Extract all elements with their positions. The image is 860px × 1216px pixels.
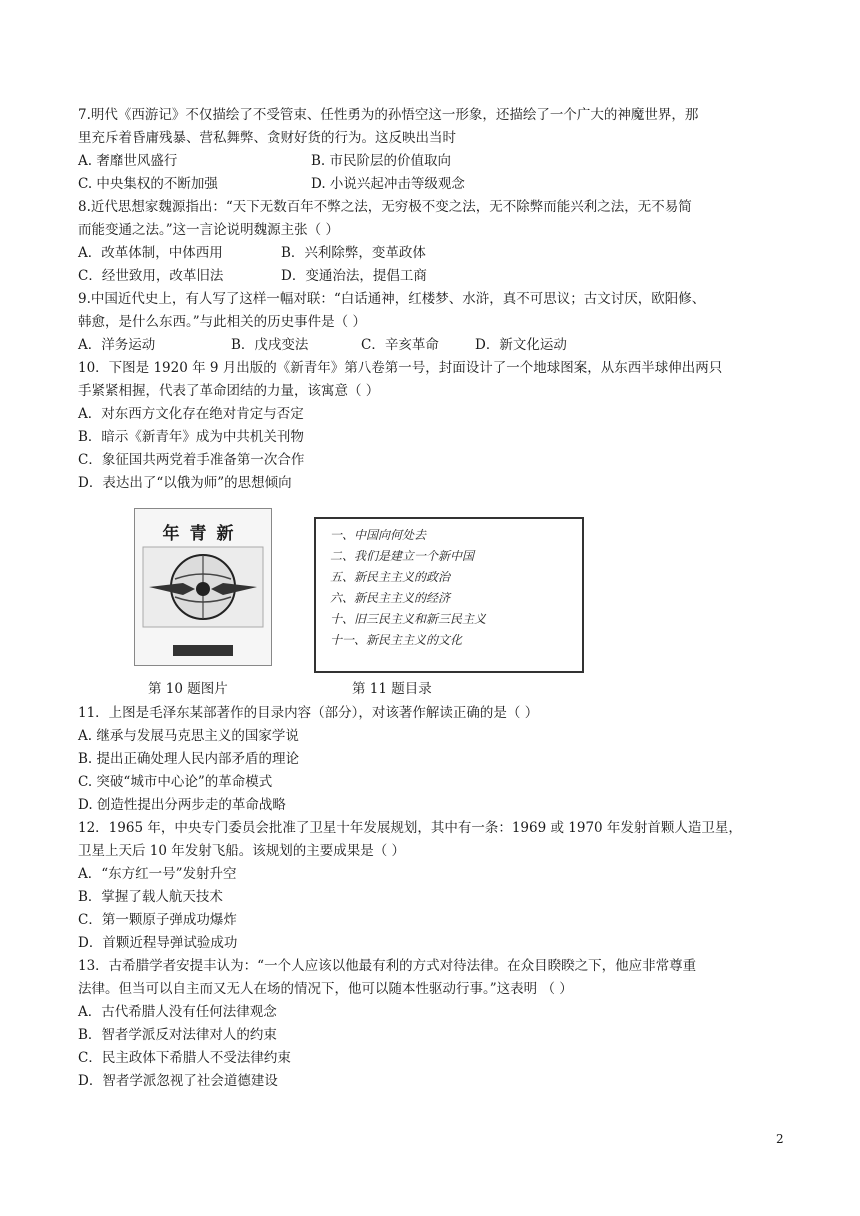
- q13-stem-line1: 13．古希腊学者安提丰认为：“一个人应该以他最有利的方式对待法律。在众目睽睽之下，他应非常尊重: [78, 958, 697, 974]
- cover-title: 年青新: [162, 524, 244, 544]
- table-of-contents-image: [314, 517, 584, 673]
- q12-option-c: C．第一颗原子弹成功爆炸: [78, 912, 237, 928]
- q13-option-c: C．民主政体下希腊人不受法律约束: [78, 1050, 291, 1066]
- new-youth-cover-image: [134, 508, 272, 666]
- q7-option-a: A. 奢靡世风盛行: [78, 153, 178, 169]
- q9-option-d: D．新文化运动: [475, 337, 567, 353]
- toc-line: 一、中国向何处去: [330, 528, 427, 542]
- q7-option-b: B. 市民阶层的价值取向: [311, 153, 452, 169]
- toc-line: 六、新民主主义的经济: [330, 591, 451, 605]
- q8-stem-line2: 而能变通之法。”这一言论说明魏源主张（ ）: [78, 222, 339, 238]
- page-number: 2: [776, 1132, 784, 1146]
- q9-option-b: B．戊戌变法: [231, 337, 309, 353]
- q9-options-row: [78, 334, 567, 357]
- q12-option-d: D．首颗近程导弹试验成功: [78, 935, 238, 951]
- q12-option-b: B．掌握了载人航天技术: [78, 889, 223, 905]
- q9-stem-line1: 9.中国近代史上，有人写了这样一幅对联：“白话通神，红楼梦、水浒，真不可思议；古文讨厌，欧阳修、: [78, 291, 706, 307]
- q7-option-d: D. 小说兴起冲击等级观念: [311, 176, 465, 192]
- q11-option-b: B. 提出正确处理人民内部矛盾的理论: [78, 751, 300, 767]
- toc-line: 五、新民主主义的政治: [330, 570, 451, 584]
- toc-line: 二、我们是建立一个新中国: [330, 549, 475, 563]
- globe-handshake-icon: [135, 509, 271, 665]
- q8-stem-line1: 8.近代思想家魏源指出：“天下无数百年不弊之法，无穷极不变之法，无不除弊而能兴利之法，无不易简: [78, 199, 692, 215]
- q11-stem: 11．上图是毛泽东某部著作的目录内容（部分），对该著作解读正确的是（ ）: [78, 705, 539, 721]
- q9-option-a: A．洋务运动: [78, 337, 156, 353]
- q10-option-b: B．暗示《新青年》成为中共机关刊物: [78, 429, 304, 445]
- q12-stem-line2: 卫星上天后 10 年发射飞船。该规划的主要成果是（ ）: [78, 843, 406, 859]
- q13-option-a: A．古代希腊人没有任何法律观念: [78, 1004, 277, 1020]
- q8-options-row1: [78, 242, 426, 265]
- figure-caption-q10: 第 10 题图片: [148, 681, 228, 697]
- figure-caption-q11: 第 11 题目录: [352, 681, 432, 697]
- q7-stem-line2: 里充斥着昏庸残暴、营私舞弊、贪财好货的行为。这反映出当时: [78, 130, 456, 146]
- q13-option-d: D．智者学派忽视了社会道德建设: [78, 1073, 278, 1089]
- q13-stem-line2: 法律。但当可以自主而又无人在场的情况下，他可以随本性驱动行事。”这表明 （ ）: [78, 981, 573, 997]
- q11-option-c: C. 突破“城市中心论”的革命模式: [78, 774, 273, 790]
- q11-option-d: D. 创造性提出分两步走的革命战略: [78, 797, 286, 813]
- q8-option-a: A．改革体制，中体西用: [78, 245, 223, 261]
- q8-option-b: B．兴利除弊，变革政体: [281, 245, 426, 261]
- q10-stem-line1: 10．下图是 1920 年 9 月出版的《新青年》第八卷第一号，封面设计了一个地球图案，从东西半球伸出两只: [78, 360, 723, 376]
- toc-line: 十一、新民主主义的文化: [330, 633, 463, 647]
- q12-stem-line1: 12．1965 年，中央专门委员会批准了卫星十年发展规划，其中有一条：1969 或 1970 年发射首颗人造卫星，: [78, 820, 742, 836]
- q7-option-c: C. 中央集权的不断加强: [78, 176, 218, 192]
- q8-option-c: C．经世致用，改革旧法: [78, 268, 224, 284]
- q10-option-c: C．象征国共两党着手准备第一次合作: [78, 452, 305, 468]
- q8-option-d: D．变通治法，提倡工商: [281, 268, 427, 284]
- q7-stem-line1: 7.明代《西游记》不仅描绘了不受管束、任性勇为的孙悟空这一形象，还描绘了一个广大的神魔世界，那: [78, 107, 699, 123]
- q10-stem-line2: 手紧紧相握，代表了革命团结的力量，该寓意（ ）: [78, 383, 380, 399]
- cover-publisher-box: [173, 645, 233, 656]
- q7-options-row2: [78, 173, 465, 196]
- q11-option-a: A. 继承与发展马克思主义的国家学说: [78, 728, 299, 744]
- q9-option-c: C．辛亥革命: [361, 337, 439, 353]
- q8-options-row2: [78, 265, 427, 288]
- q13-option-b: B．智者学派反对法律对人的约束: [78, 1027, 277, 1043]
- q12-option-a: A．“东方红一号”发射升空: [78, 866, 237, 882]
- q7-options-row1: [78, 150, 451, 173]
- toc-line: 十、旧三民主义和新三民主义: [330, 612, 487, 626]
- q10-option-a: A．对东西方文化存在绝对肯定与否定: [78, 406, 304, 422]
- q10-option-d: D．表达出了“以俄为师”的思想倾向: [78, 475, 292, 491]
- q9-stem-line2: 韩愈，是什么东西。”与此相关的历史事件是（ ）: [78, 314, 366, 330]
